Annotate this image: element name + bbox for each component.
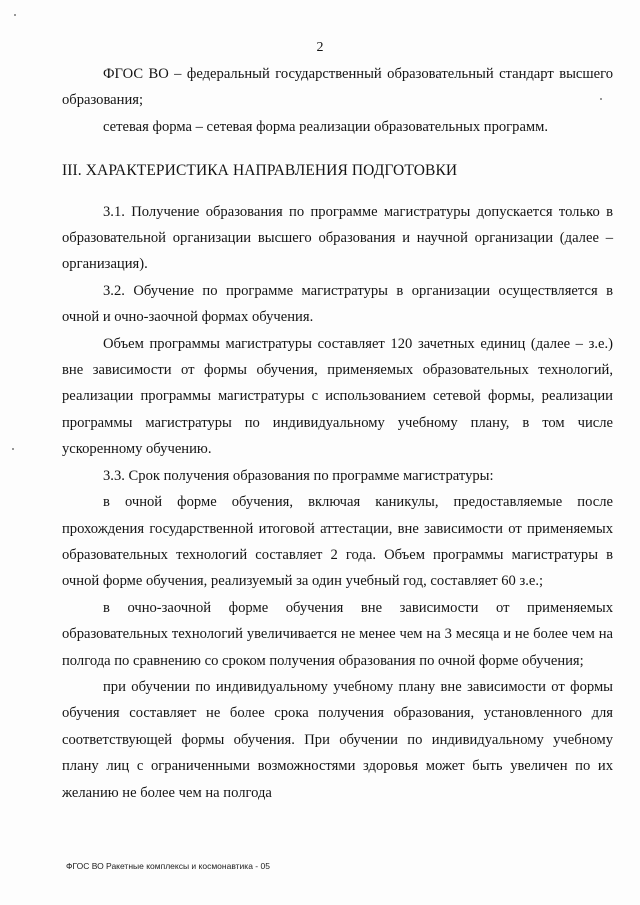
paragraph-3-3: 3.3. Срок получения образования по программе магистратуры:	[103, 467, 494, 484]
paragraph-full-time: в очной форме обучения, включая каникулы, предоставляемые после прохождения государственной итоговой аттестации, вне зависимости от применяемых образовательных технологий составляет 2 года. Объем программы магистратуры в очной форме обучения, реализуемый за один учебный год, составляет 60 з.е.;	[62, 494, 613, 590]
paragraph-3-1: 3.1. Получение образования по программе магистратуры допускается только в образовательной организации высшего образования и научной организации (далее – организация).	[62, 203, 613, 273]
paragraph-network-form-definition: сетевая форма – сетевая форма реализации образовательных программ.	[103, 118, 549, 135]
paragraph-individual-plan: при обучении по индивидуальному учебному плану вне зависимости от формы обучения составляет не более срока получения образования, установленного для соответствующей формы обучения. При обучении по индивидуальному учебному плану лиц с ограниченными возможностями здоровья может быть увеличен по их желанию не более чем на полгода	[62, 678, 613, 801]
page-footer: ФГОС ВО Ракетные комплексы и космонавтика - 05	[66, 861, 270, 871]
page-number: 2	[316, 40, 324, 55]
scan-speck	[14, 14, 16, 16]
section-heading: III. ХАРАКТЕРИСТИКА НАПРАВЛЕНИЯ ПОДГОТОВКИ	[62, 162, 458, 180]
paragraph-part-time: в очно-заочной форме обучения вне зависимости от применяемых образовательных технологий увеличивается не менее чем на 3 месяца и не более чем на полгода по сравнению со сроком получения образования по очной форме обучения;	[62, 599, 613, 669]
scan-speck	[12, 448, 14, 450]
paragraph-program-volume: Объем программы магистратуры составляет 120 зачетных единиц (далее – з.е.) вне зависимости от формы обучения, применяемых образовательных технологий, реализации программы магистратуры с использованием сетевой формы, реализации программы магистратуры по индивидуальному учебному плану, в том числе ускоренному обучению.	[62, 335, 613, 458]
document-body	[62, 61, 613, 806]
paragraph-fgos-definition: ФГОС ВО – федеральный государственный образовательный стандарт высшего образования;	[62, 66, 613, 109]
paragraph-3-2: 3.2. Обучение по программе магистратуры в организации осуществляется в очной и очно-заочной формах обучения.	[62, 282, 613, 326]
